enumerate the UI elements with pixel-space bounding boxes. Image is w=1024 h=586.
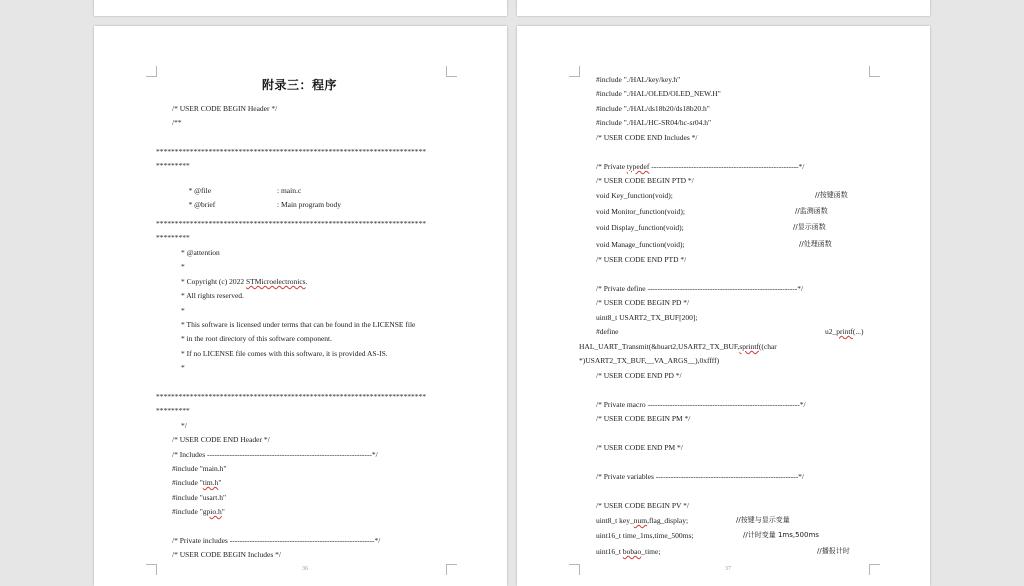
code-line: /* USER CODE END PD */ [596,371,682,380]
crop-mark [146,564,157,575]
code-line: /* USER CODE BEGIN PTD */ [596,176,694,185]
code-line: /* USER CODE END PTD */ [596,255,687,264]
code-line [596,516,688,526]
text-run: * Copyright (c) 2022 [181,277,246,286]
text-run: " [221,507,225,516]
spellcheck-word: printf [836,327,853,336]
code-line: /* Private variables ---------------------------------------------------------*/ [596,472,804,481]
code-line: #include "usart.h" [172,493,227,502]
crop-mark [446,66,457,77]
code-line: /* USER CODE END Header */ [172,435,270,444]
code-line: #include "main.h" [172,464,227,473]
code-line: * This software is licensed under terms that can be found in the LICENSE file [181,320,416,329]
code-line [596,547,660,557]
code-line: /* USER CODE END PM */ [596,443,683,452]
text-run: ((char [758,342,777,351]
page-number: 36 [302,566,308,572]
text-run: uint8_t key_ [596,516,634,525]
code-line: ************************************************************************ [156,219,426,228]
code-line [172,507,225,517]
code-line: *)USART2_TX_BUF,__VA_ARGS__),0xffff) [579,356,720,365]
code-line: */ [181,421,187,430]
code-line: * If no LICENSE file comes with this software, it is provided AS-IS. [181,349,388,358]
code-line: ********* [156,161,190,170]
code-line: ********* [156,233,190,242]
code-line [596,162,804,172]
doc-value: : main.c [277,186,302,195]
code-line: /* USER CODE BEGIN PV */ [596,501,689,510]
code-line: /** [172,118,182,127]
code-comment: //处理函数 [799,240,832,248]
code-line [825,327,864,337]
code-line: * [181,306,185,315]
spellcheck-word: tim.h [202,478,219,487]
doc-key: * @file [188,186,212,195]
crop-mark [869,564,880,575]
spellcheck-word: gpio.h [202,507,222,516]
page-title: 附录三：程序 [262,78,338,92]
spellcheck-word: sprintf [739,342,759,351]
text-run: (...) [852,327,864,336]
page-number: 37 [725,566,731,572]
doc-value: : Main program body [277,200,341,209]
text-run: #include " [172,507,203,516]
code-comment: //显示函数 [793,223,826,231]
code-line: * in the root directory of this software component. [181,334,333,343]
code-comment: //按键函数 [815,191,848,199]
crop-mark [446,564,457,575]
text-run: u2_ [825,327,837,336]
code-line: * [181,262,185,271]
text-run: ,flag_display; [647,516,689,525]
code-line: /* Private includes ----------------------------------------------------------*/ [172,536,381,545]
crop-mark [869,66,880,77]
text-run: uint16_t [596,547,623,556]
code-line: /* USER CODE END Includes */ [596,133,698,142]
text-run: #include " [172,478,203,487]
code-line: void Display_function(void); [596,223,684,232]
code-line: #include "./HAL/HC-SR04/hc-sr04.h" [596,118,712,127]
text-run: . [305,277,308,286]
code-line: #include "./HAL/key/key.h" [596,75,681,84]
crop-mark [146,66,157,77]
code-line: uint8_t USART2_TX_BUF[200]; [596,313,698,322]
spellcheck-word: num [633,516,648,525]
code-line: ********* [156,406,190,415]
text-run: -----------------------------------------------------------*/ [649,162,805,171]
spellcheck-word: STMicroelectronics [246,277,306,286]
text-run: /* Private [596,162,627,171]
code-line: uint16_t time_1ms,time_500ms; [596,531,694,540]
spellcheck-word: bobao [622,547,642,556]
code-line: /* Includes ------------------------------------------------------------------*/ [172,450,378,459]
code-line: /* USER CODE BEGIN Header */ [172,104,278,113]
text-run: HAL_UART_Transmit(&huart2,USART2_TX_BUF, [579,342,740,351]
code-line: /* Private macro -------------------------------------------------------------*/ [596,400,806,409]
crop-mark [569,564,580,575]
previous-page-left [94,0,507,16]
code-comment: //计时变量 1ms,500ms [743,531,819,539]
code-line: * @attention [181,248,220,257]
code-line: * [181,363,185,372]
code-line: * All rights reserved. [181,291,244,300]
code-line: /* USER CODE BEGIN PD */ [596,298,690,307]
code-line: #include "./HAL/OLED/OLED_NEW.H" [596,89,721,98]
code-line: /* USER CODE BEGIN PM */ [596,414,691,423]
code-line: /* Private define ------------------------------------------------------------*/ [596,284,804,293]
previous-page-right [517,0,930,16]
code-line [181,277,307,287]
doc-key: * @brief [188,200,216,209]
code-line: void Manage_function(void); [596,240,685,249]
spellcheck-word: typedef [626,162,650,171]
document-page-36[interactable] [94,26,507,586]
code-line [172,478,221,488]
code-line: ************************************************************************ [156,147,426,156]
code-line: /* USER CODE BEGIN Includes */ [172,550,281,559]
code-line [579,342,777,352]
code-line: #define [596,327,619,336]
crop-mark [569,66,580,77]
text-run: " [218,478,222,487]
code-line: void Key_function(void); [596,191,673,200]
code-comment: //播报计时 [817,547,850,555]
code-line: #include "./HAL/ds18b20/ds18b20.h" [596,104,710,113]
code-line: ************************************************************************ [156,392,426,401]
code-comment: //按键与显示变量 [736,516,790,524]
document-page-37[interactable] [517,26,930,586]
code-line: void Monitor_function(void); [596,207,685,216]
code-comment: //监测函数 [795,207,828,215]
text-run: _time; [641,547,661,556]
